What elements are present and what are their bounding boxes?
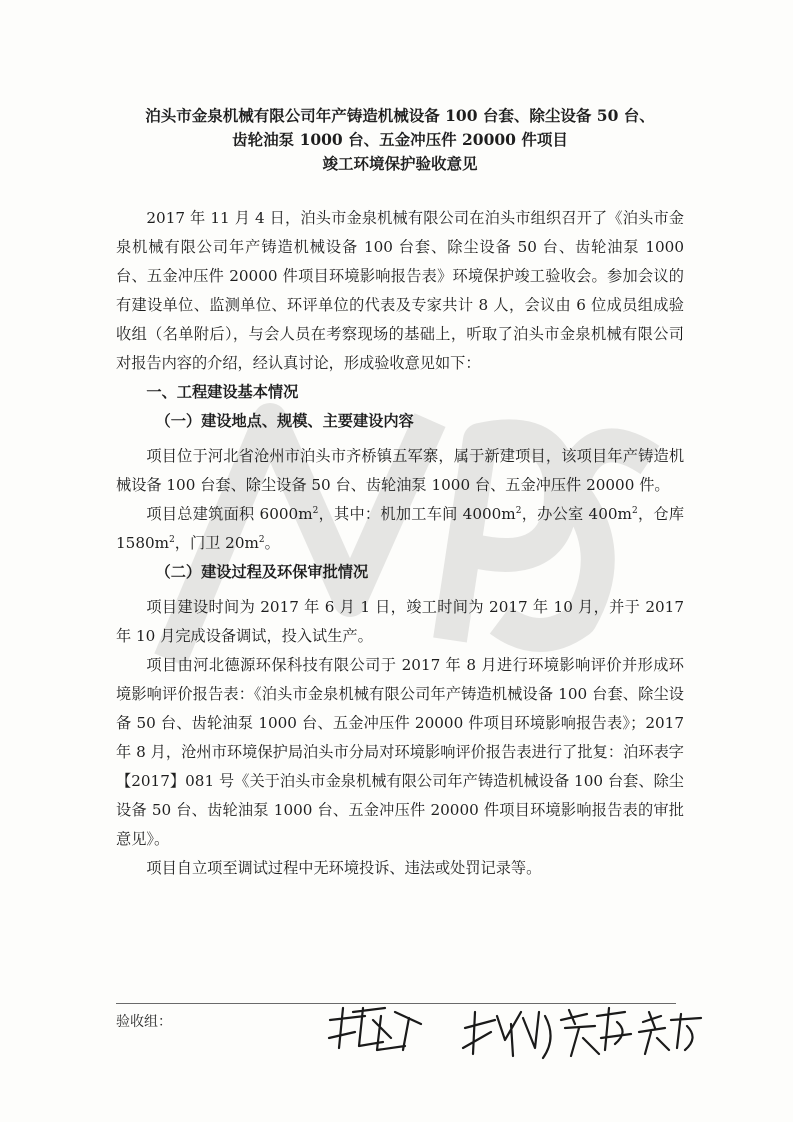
title-line-2: 齿轮油泵 1000 台、五金冲压件 20000 件项目 (232, 130, 568, 149)
intro-paragraph: 2017 年 11 月 4 日，泊头市金泉机械有限公司在泊头市组织召开了《泊头市金泉机械有限公司年产铸造机械设备 100 台套、除尘设备 50 台、齿轮油泵 1000 台、五金冲压件 20000 件项目环境影响报告表》环境保护竣工验收会。参加会议的有建设单位、监测单位、环评单位的代表及专家共计 8 人，会议由 6 位成员组成验收组（名单附后），与会人员在考察现场的基础上，听取了泊头市金泉机械有限公司对报告内容的介绍，经认真讨论，形成验收意见如下： (116, 209, 684, 372)
title-line-3: 竣工环境保护验收意见 (322, 154, 478, 173)
handwritten-signatures (325, 998, 705, 1068)
signature-1 (329, 1008, 421, 1050)
area-superscript: 2 (258, 534, 265, 545)
area-text: ，其中：机加工车间 4000m (318, 505, 516, 523)
signature-2 (463, 1012, 551, 1058)
signature-4 (639, 1012, 701, 1054)
area-superscript: 2 (631, 505, 638, 516)
area-superscript: 2 (312, 505, 319, 516)
subsection-heading: （二）建设过程及环保审批情况 (155, 563, 369, 581)
location-paragraph: 项目位于河北省沧州市泊头市齐桥镇五军寨，属于新建项目，该项目年产铸造机械设备 100 台套、除尘设备 50 台、齿轮油泵 1000 台、五金冲压件 20000 件。 (116, 447, 684, 494)
area-text: 项目总建筑面积 6000m (146, 505, 313, 523)
title-line-1: 泊头市金泉机械有限公司年产铸造机械设备 100 台套、除尘设备 50 台、 (145, 106, 655, 125)
document-body (116, 204, 684, 883)
area-superscript: 2 (515, 505, 522, 516)
area-text: 。 (264, 534, 280, 552)
compliance-paragraph: 项目自立项至调试过程中无环境投诉、违法或处罚记录等。 (146, 859, 542, 877)
section-heading: 一、工程建设基本情况 (146, 383, 299, 401)
acceptance-group-label: 验收组： (116, 1014, 172, 1030)
area-text: ，仓库 1580m (116, 505, 685, 552)
area-text: ，办公室 400m (521, 505, 632, 523)
document-title (100, 104, 700, 176)
schedule-paragraph: 项目建设时间为 2017 年 6 月 1 日，竣工时间为 2017 年 10 月，并于 2017 年 10 月完成设备调试，投入试生产。 (116, 598, 684, 645)
approval-paragraph: 项目由河北德源环保科技有限公司于 2017 年 8 月进行环境影响评价并形成环境影响评价报告表：《泊头市金泉机械有限公司年产铸造机械设备 100 台套、除尘设备 50 台、齿轮油泵 1000 台、五金冲压件 20000 件项目环境影响报告表》；2017 年 8 月，沧州市环境保护局泊头市分局对环境影响评价报告表进行了批复：泊环表字【2017】081 号《关于泊头市金泉机械有限公司年产铸造机械设备 100 台套、除尘设备 50 台、齿轮油泵 1000 台、五金冲压件 20000 件项目环境影响报告表的审批意见》。 (116, 656, 684, 848)
area-superscript: 2 (169, 534, 175, 545)
area-text: ，门卫 20m (174, 534, 259, 552)
subsection-heading: （一）建设地点、规模、主要建设内容 (155, 412, 414, 430)
signature-3 (561, 1008, 631, 1056)
area-paragraph (116, 500, 684, 558)
